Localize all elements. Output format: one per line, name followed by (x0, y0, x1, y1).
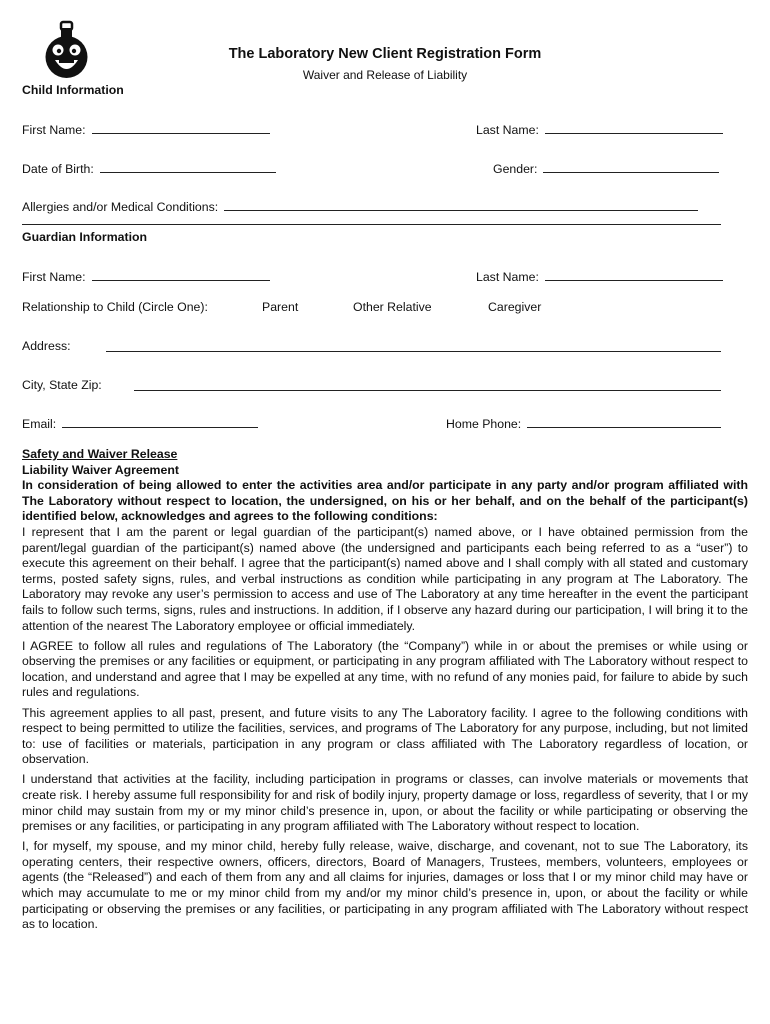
guardian-first-name-label: First Name: (22, 270, 86, 284)
guardian-last-name-line[interactable] (545, 269, 723, 281)
child-dob-label: Date of Birth: (22, 162, 94, 176)
child-first-name-field[interactable] (22, 122, 270, 137)
child-info-heading: Child Information (22, 83, 124, 97)
guardian-last-name-label: Last Name: (476, 270, 539, 284)
waiver-paragraph-4: I understand that activities at the facility, including participation in programs or classes, can involve materials or movements that create risk. I hereby assume full responsibility for and risk of bodily injury, property damage or loss, regardless of severity, that I or my minor child may sustain from my or my minor child’s presence in, upon, or about the facility or while participating or observing the premises or any facilities, or participating in any program affiliated with The Laboratory without respect to location. (22, 772, 748, 834)
city-state-zip-label: City, State Zip: (22, 378, 102, 392)
child-last-name-field[interactable] (476, 122, 723, 137)
child-gender-field[interactable] (493, 161, 719, 176)
child-gender-label: Gender: (493, 162, 538, 176)
home-phone-label: Home Phone: (446, 417, 522, 431)
child-dob-field[interactable] (22, 161, 276, 176)
address-label: Address: (22, 339, 71, 353)
relationship-option-caregiver[interactable]: Caregiver (488, 300, 542, 314)
child-dob-line[interactable] (100, 161, 276, 173)
city-state-zip-line[interactable] (134, 390, 721, 391)
waiver-paragraph-2: I AGREE to follow all rules and regulations of The Laboratory (the “Company”) while in or about the premises or while using or observing the premises or any facilities or equipment, or participating in any program affiliated with The Laboratory without respect to location, and understand and agree that I may be expelled at any time, with no refund of any monies paid, for failure to abide by such rules and regulations. (22, 638, 748, 700)
relationship-label: Relationship to Child (Circle One): (22, 300, 208, 314)
form-title: The Laboratory New Client Registration Form (228, 46, 542, 62)
guardian-first-name-line[interactable] (92, 269, 270, 281)
allergies-field[interactable] (22, 199, 698, 214)
child-last-name-line[interactable] (545, 122, 723, 134)
relationship-option-other-relative[interactable]: Other Relative (353, 300, 432, 314)
guardian-info-heading: Guardian Information (22, 230, 148, 244)
email-field[interactable] (22, 416, 258, 431)
form-subtitle: Waiver and Release of Liability (302, 68, 468, 82)
email-label: Email: (22, 417, 57, 431)
child-gender-line[interactable] (543, 161, 719, 173)
allergies-line-2[interactable] (22, 224, 721, 225)
email-line[interactable] (62, 416, 258, 428)
waiver-section-title: Safety and Waiver Release (22, 447, 178, 461)
child-first-name-label: First Name: (22, 123, 86, 137)
waiver-paragraph-5: I, for myself, my spouse, and my minor child, hereby fully release, waive, discharge, and covenant, not to sue The Laboratory, its operating centers, their respective owners, officers, directors, Board of Managers, Trustees, members, volunteers, employees or agents (the “Released”) and each of them from any and all claims for injuries, damages or loss that I or my minor child may have or which may accumulate to me or my minor child from my and/or my minor child’s presence in, upon, or about the facility or while participating or observing the premises or any facilities, or participating in any program affiliated with The Laboratory without respect as to location. (22, 839, 748, 932)
child-last-name-label: Last Name: (476, 123, 539, 137)
waiver-paragraph-1: I represent that I am the parent or legal guardian of the participant(s) named above, or I have obtained permission from the parent/legal guardian of the participant(s) named above (the undersigned and participants each being referred to as a “user”) to execute this agreement on their behalf. I agree that the participant(s) named above and I shall comply with all stated and customary terms, posted safety signs, rules, and verbal instructions as condition while participating in any program at The Laboratory. The Laboratory may revoke any user’s permission to access and use of The Laboratory at any time hereafter in the event the participant fails to follow such terms, signs, rules and instructions. In addition, if I observe any hazard during our participation, I will bring it to the attention of the nearest The Laboratory employee or official immediately. (22, 524, 748, 633)
guardian-first-name-field[interactable] (22, 269, 270, 284)
home-phone-line[interactable] (527, 416, 721, 428)
address-line[interactable] (106, 351, 721, 352)
liability-agreement-title: Liability Waiver Agreement (22, 462, 179, 477)
waiver-paragraph-3: This agreement applies to all past, present, and future visits to any The Laboratory facility. I agree to the following conditions with respect to being permitted to utilize the facilities, services, and programs of The Laboratory for any purpose, including, but not limited to: use of facilities or materials, participation in any program or class affiliated with The Laboratory regardless of location, or observation. (22, 705, 748, 767)
waiver-section (22, 447, 748, 937)
guardian-last-name-field[interactable] (476, 269, 723, 284)
allergies-line-1[interactable] (224, 199, 698, 211)
child-first-name-line[interactable] (92, 122, 270, 134)
home-phone-field[interactable] (446, 416, 721, 431)
allergies-label: Allergies and/or Medical Conditions: (22, 200, 219, 214)
waiver-intro: In consideration of being allowed to enter the activities area and/or participate in any party and/or program affiliated with The Laboratory without respect to location, the undersigned, on his or her behalf, and on the behalf of the participant(s) identified below, acknowledges and agrees to the following conditions: (22, 478, 748, 524)
relationship-option-parent[interactable]: Parent (262, 300, 299, 314)
